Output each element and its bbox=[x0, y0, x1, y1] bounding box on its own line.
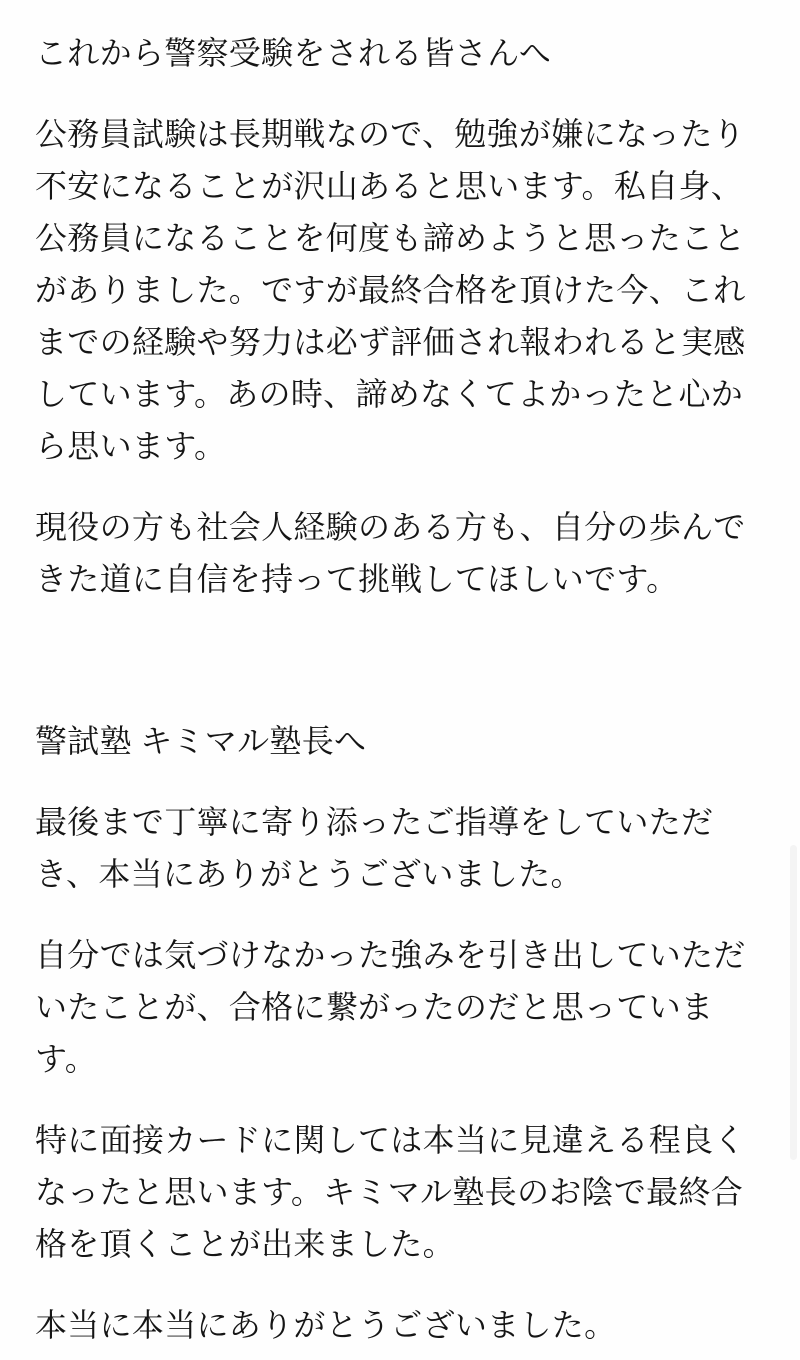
paragraph-strengths-drawn-out bbox=[35, 929, 770, 1085]
paragraph-exam-experience bbox=[35, 108, 770, 472]
heading-to-mentor bbox=[35, 715, 770, 767]
text-line: 公務員試験は長期戦なので、勉強が嫌になったり bbox=[35, 116, 745, 152]
text-line: き、本当にありがとうございました。 bbox=[35, 856, 583, 892]
paragraph-interview-card bbox=[35, 1114, 770, 1270]
text-line: までの経験や努力は必ず評価され報われると実感 bbox=[35, 324, 746, 360]
blank-line-separator bbox=[35, 634, 770, 686]
text-line: いたことが、合格に繋がったのだと思っていま bbox=[35, 989, 714, 1025]
paragraph-encouragement bbox=[35, 501, 770, 605]
text-line: 不安になることが沢山あると思います。私自身、 bbox=[35, 168, 744, 204]
text-line: ら思います。 bbox=[35, 428, 227, 464]
text-line: 特に面接カードに関しては本当に見違える程良く bbox=[35, 1122, 746, 1158]
text-line: 本当に本当にありがとうございました。 bbox=[35, 1307, 617, 1343]
paragraph-thanks-guidance bbox=[35, 796, 770, 900]
text-line: 現役の方も社会人経験のある方も、自分の歩んで bbox=[35, 509, 746, 545]
text-line: 公務員になることを何度も諦めようと思ったこと bbox=[35, 220, 746, 256]
text-line: きた道に自信を持って挑戦してほしいです。 bbox=[35, 561, 679, 597]
heading-to-examinees bbox=[35, 27, 770, 79]
text-line: 自分では気づけなかった強みを引き出していただ bbox=[35, 937, 746, 973]
text-line: 警試塾 キミマル塾長へ bbox=[35, 723, 367, 759]
text-line: 格を頂くことが出来ました。 bbox=[35, 1226, 455, 1262]
text-line: これから警察受験をされる皆さんへ bbox=[35, 35, 552, 71]
text-line: す。 bbox=[35, 1041, 98, 1077]
paragraph-final-thanks bbox=[35, 1299, 770, 1351]
scrollbar-thumb[interactable] bbox=[790, 845, 797, 1160]
text-line: がありました。ですが最終合格を頂けた今、これ bbox=[35, 272, 746, 308]
text-line: なったと思います。キミマル塾長のお陰で最終合 bbox=[35, 1174, 744, 1210]
text-line: しています。あの時、諦めなくてよかったと心か bbox=[35, 376, 744, 412]
text-line: 最後まで丁寧に寄り添ったご指導をしていただ bbox=[35, 804, 714, 840]
